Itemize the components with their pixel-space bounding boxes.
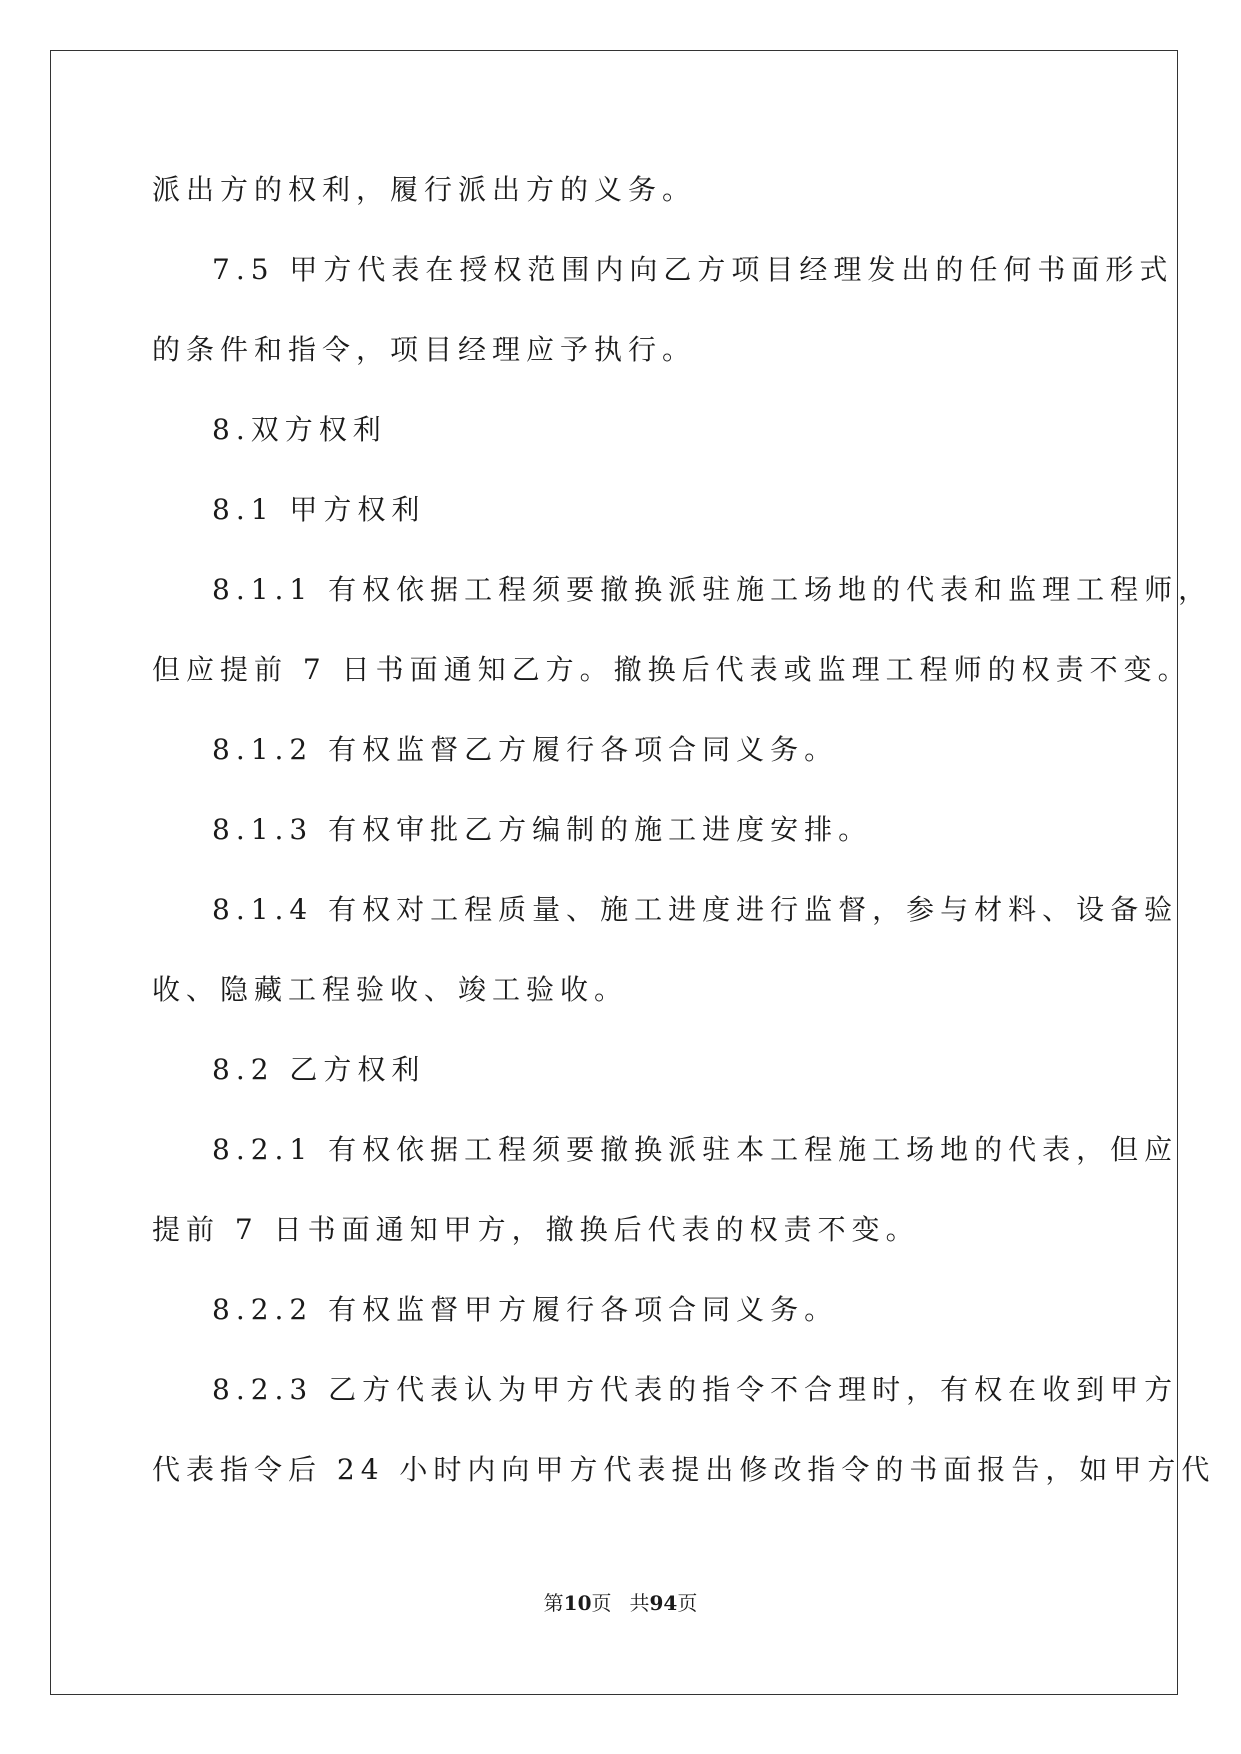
paragraph-line: 代表指令后 24 小时内向甲方代表提出修改指令的书面报告，如甲方代 [152,1453,1216,1486]
paragraph-line: 8.1.4 有权对工程质量、施工进度进行监督，参与材料、设备验 [212,893,1179,926]
paragraph-line: 提前 7 日书面通知甲方，撤换后代表的权责不变。 [152,1213,920,1246]
paragraph-line: 8.1.3 有权审批乙方编制的施工进度安排。 [212,813,873,846]
footer-page-suffix: 页 [591,1591,612,1615]
footer-prefix: 第 [543,1591,564,1615]
section-heading: 8.双方权利 [212,413,387,446]
paragraph-line: 8.2.2 有权监督甲方履行各项合同义务。 [212,1293,839,1326]
document-body [152,150,1216,1510]
footer-total-suffix: 页 [677,1591,698,1615]
paragraph-line: 8.1.1 有权依据工程须要撤换派驻施工场地的代表和监理工程师， [212,573,1213,606]
paragraph-line: 的条件和指令，项目经理应予执行。 [152,333,697,366]
paragraph-line: 但应提前 7 日书面通知乙方。撤换后代表或监理工程师的权责不变。 [152,653,1192,686]
current-page-number: 10 [563,1591,592,1615]
page-footer [0,1588,1241,1618]
paragraph-line: 派出方的权利，履行派出方的义务。 [152,173,697,206]
paragraph-line: 8.2.3 乙方代表认为甲方代表的指令不合理时，有权在收到甲方 [212,1373,1179,1406]
paragraph-line: 7.5 甲方代表在授权范围内向乙方项目经理发出的任何书面形式 [212,253,1174,286]
total-pages-number: 94 [649,1591,678,1615]
subsection-heading: 8.1 甲方权利 [212,493,426,526]
paragraph-line: 8.2.1 有权依据工程须要撤换派驻本工程施工场地的代表，但应 [212,1133,1179,1166]
footer-total-prefix: 共 [629,1591,650,1615]
subsection-heading: 8.2 乙方权利 [212,1053,426,1086]
paragraph-line: 8.1.2 有权监督乙方履行各项合同义务。 [212,733,839,766]
paragraph-line: 收、隐藏工程验收、竣工验收。 [152,973,629,1006]
